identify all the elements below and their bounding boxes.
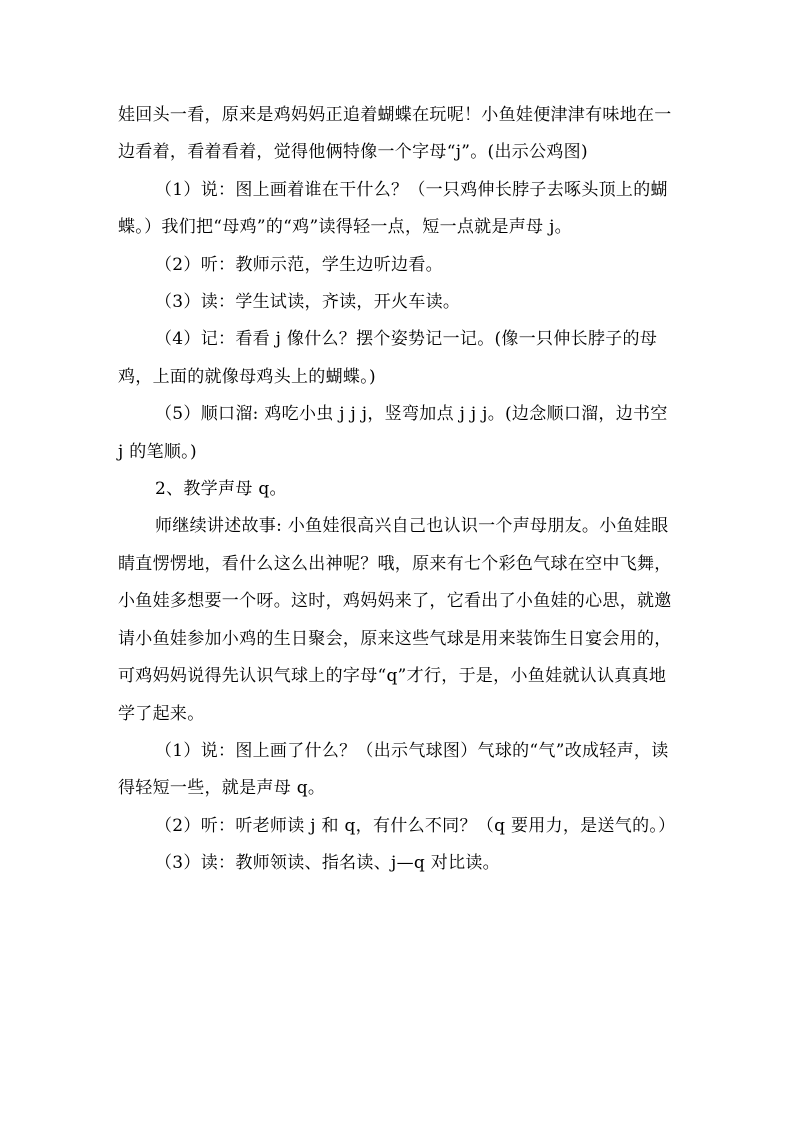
- paragraph-step-4-remember: （4）记：看看 j 像什么？摆个姿势记一记。(像一只伸长脖子的母鸡，上面的就像母鸡头上的蝴蝶。): [118, 329, 658, 387]
- paragraph-q-step-1-say: （1）说：图上画了什么？（出示气球图）气球的“气”改成轻声，读得轻短一些，就是声母 q。: [118, 740, 669, 799]
- document-body: [118, 97, 678, 883]
- paragraph-step-1-say: （1）说：图上画着谁在干什么？（一只鸡伸长脖子去啄头顶上的蝴蝶。）我们把“母鸡”的“鸡”读得轻一点，短一点就是声母 j。: [118, 179, 668, 238]
- paragraph-q-step-3-read: （3）读：教师领读、指名读、j—q 对比读。: [155, 853, 500, 874]
- paragraph-step-2-listen: （2）听：教师示范，学生边听边看。: [155, 254, 443, 275]
- section-heading-q: 2、教学声母 q。: [155, 479, 287, 500]
- paragraph-step-3-read: （3）读：学生试读，齐读，开火车读。: [155, 292, 461, 313]
- paragraph-q-step-2-listen: （2）听：听老师读 j 和 q，有什么不同？（q 要用力，是送气的。）: [155, 815, 676, 836]
- paragraph-continuation: 娃回头一看，原来是鸡妈妈正追着蝴蝶在玩呢！小鱼娃便津津有味地在一边看着，看着看着，觉得他俩特像一个字母“j”。(出示公鸡图): [118, 105, 672, 163]
- paragraph-story: 师继续讲述故事: 小鱼娃很高兴自己也认识一个声母朋友。小鱼娃眼睛直愣愣地，看什么这么出神呢？哦，原来有七个彩色气球在空中飞舞，小鱼娃多想要一个呀。这时，鸡妈妈来了，它看出了小鱼娃的心思，就邀请小鱼娃参加小鸡的生日聚会，原来这些气球是用来装饰生日宴会用的，可鸡妈妈说得先认识气球上的字母“q”才行，于是，小鱼娃就认认真真地学了起来。: [118, 516, 672, 724]
- paragraph-step-5-rhyme: （5）顺口溜: 鸡吃小虫 j j j，竖弯加点 j j j。(边念顺口溜，边书空 j 的笔顺。): [118, 404, 674, 462]
